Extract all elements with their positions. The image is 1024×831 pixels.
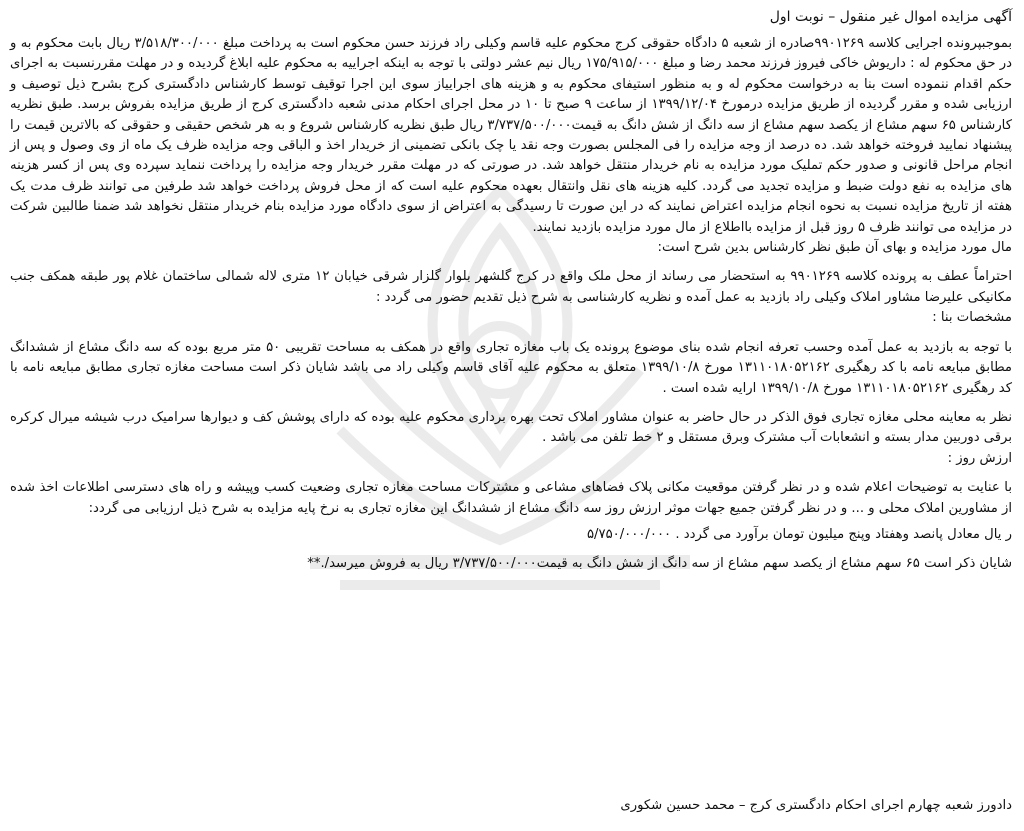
signature-line: دادورز شعبه چهارم اجرای احکام دادگستری کرج – محمد حسین شکوری <box>620 798 1012 813</box>
notice-title: آگهی مزایده اموال غیر منقول – نوبت اول <box>769 9 1012 25</box>
value-amount-line: ر یال معادل پانصد وهفتاد وپنج میلیون تومان برآورد می گردد . ۵/۷۵۰/۰۰۰/۰۰۰ <box>586 526 1012 542</box>
specs-heading: مشخصات بنا : <box>932 310 1012 326</box>
specs-paragraph: با توجه به بازدید به عمل آمده وحسب تعرفه انجام شده بنای موضوع پرونده یک باب مغازه تجاری واقع در همکف به مساحت تقریبی ۵۰ متر مربع بوده که سه دانگ مشاع از ششدانگ مطابق مبایعه نامه با کد رهگیری ۱۳۱۱۰۱۸۰۵۲۱۶۲ مورخ ۱۳۹۹/۱۰/۸ متعلق به محکوم علیه آقای قاسم وکیلی راد می باشد شایان ذکر است مساحت مغازه تجاری مطابق مبایعه نامه با کد رهگیری ۱۳۱۱۰۱۸۰۵۲۱۶۲ مورخ ۱۳۹۹/۱۰/۸ ارایه شده است . <box>10 339 1012 396</box>
value-heading: ارزش روز : <box>947 450 1012 466</box>
intro-paragraph: بموجبپرونده اجرایی کلاسه ۹۹۰۱۲۶۹صادره از شعبه ۵ دادگاه حقوقی کرج محکوم علیه قاسم وکیلی راد فرزند حسن محکوم است به پرداخت مبلغ ۳/۵۱۸/۳۰۰/۰۰۰ ریال بابت محکوم به و در حق محکوم له : داریوش خاکی فیروز فرزند محمد رضا و مبلغ ۱۷۵/۹۱۵/۰۰۰ ریال نیم عشر دولتی با توجه به اینکه اجراییه به محکوم علیه ابلاغ گردیده و در مهلت مقررنسبت به اجرای حکم اقدام ننموده است بنا به درخواست محکوم له و به منظور استیفای محکوم به و هزینه های اجراییاز سوی این اجرا توقیف توسط کارشناس دادگستری کرج بشرح ذیل توصیف و ارزیابی شده و مقرر گردیده از طریق مزایده درمورخ ۱۳۹۹/۱۲/۰۴ از ساعت ۹ صبح تا ۱۰ در محل اجرای احکام مدنی شعبه دادگستری کرج از طریق مزایده بفروش برسد. طبق نظریه کارشناس ۶۵ سهم مشاع از یکصد سهم مشاع از سه دانگ از شش دانگ به قیمت۳/۷۳۷/۵۰۰/۰۰۰ ریال طبق نظریه کارشناس شروع و به هر شخص حقیقی و حقوقی که بالاترین قیمت را پیشنهاد نمایید فروخته خواهد شد. ده درصد از وجه مزایده را فی المجلس بصورت وجه نقد یا چک بانکی تضمینی از خریدار اخذ و الباقی وجه مزایده ظرف یک ماه از وی وصول و پس از انجام مراحل قانونی و صدور حکم تملیک مورد مزایده به نام خریدار منتقل خواهد شد. در صورتی که در مهلت مقرر خریدار وجه مزایده را پرداخت ننماید سپرده وی پس از کسر هزینه های مزایده به نفع دولت ضبط و مزایده تجدید می گردد. کلیه هزینه های نقل وانتقال بعهده محکوم علیه است که از محل فروش پرداخت خواهد شد طرفین می توانند ظرف مدت یک هفته از تاریخ مزایده نسبت به نحوه انجام مزایده اعتراض نمایند که در این صورت تا رسیدگی به اعتراض از سوی دادگاه مورد مزایده بنام خریدار منتقل نخواهد شد ضمنا طالبین شرکت در مزایده می توانند ظرف ۵ روز قبل از مزایده بااطلاع از مال مورد مزایده بازدید نمایند. <box>10 36 1012 235</box>
value-paragraph: با عنایت به توضیحات اعلام شده و در نظر گرفتن موقعیت مکانی پلاک فضاهای مشاعی و مشترکات مساحت مغازه تجاری وضعیت کسب وپیشه و راه های دسترسی اطلاعات اخذ شده از مشاورین املاک محلی و ... و در نظر گرفتن جمیع جهات موثر ارزش روز سه دانگ مشاع از ششدانگ این مغازه تجاری به نرخ پایه مزایده به شرح ذیل ارزیابی می گردد: <box>10 480 1012 516</box>
expert-intro-paragraph: احتراماً عطف به پرونده کلاسه ۹۹۰۱۲۶۹ به استحضار می رساند از محل ملک واقع در کرج گلشهر بلوار گلزار شرقی خیابان ۱۲ متری لاله شمالی ساختمان غلام پور طبقه همکف جنب مکانیکی علیرضا مشاور املاک وکیلی راد بازدید به عمل آمده و نظریه کارشناسی به شرح ذیل تقدیم حضور می گردد : <box>10 269 1012 305</box>
inspection-paragraph: نظر به معاینه محلی مغازه تجاری فوق الذکر در حال حاضر به عنوان مشاور املاک تحت بهره برداری محکوم علیه بوده که دارای پوشش کف و دیوارها سرامیک درب شیشه میرال کرکره برقی دوربین مدار بسته و انشعابات آب مشترک وبرق مستقل و ۲ خط تلفن می باشد . <box>10 409 1012 446</box>
notice-body <box>10 6 1012 575</box>
final-note-line: شایان ذکر است ۶۵ سهم مشاع از یکصد سهم مشاع از سه دانگ از شش دانگ به قیمت۳/۷۳۷/۵۰۰/۰۰۰ ریال به فروش میرسد/.** <box>307 556 1012 572</box>
property-heading: مال مورد مزایده و بهای آن طبق نظر کارشناس بدین شرح است: <box>657 240 1012 256</box>
